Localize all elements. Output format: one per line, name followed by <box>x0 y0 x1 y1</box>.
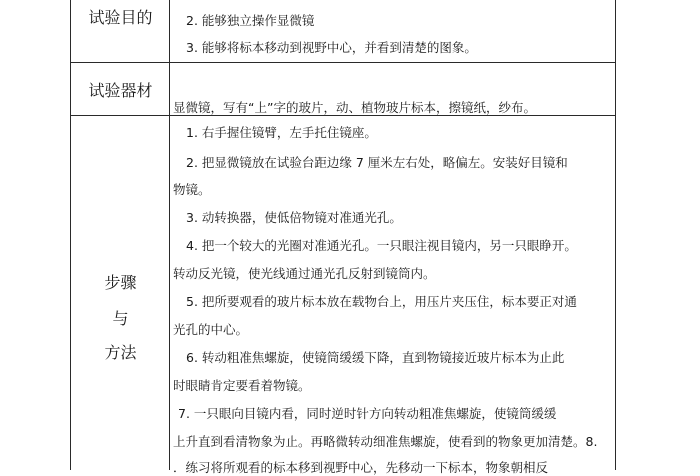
table-border-left <box>70 0 71 470</box>
step-line: 时眼睛肯定要看着物镜。 <box>173 378 311 393</box>
purpose-line-2: 2. 能够独立操作显微镜 <box>186 13 315 28</box>
table-divider-vertical <box>169 0 170 470</box>
step-line: 转动反光镜，使光线通过通光孔反射到镜筒内。 <box>173 266 436 281</box>
materials-label: 试验器材 <box>88 80 153 100</box>
step-line: 物镜。 <box>173 182 211 197</box>
step-line: 2. 把显微镜放在试验台距边缘 7 厘米左右处，略偏左。安装好目镜和 <box>186 155 568 170</box>
purpose-line-3: 3. 能够将标本移动到视野中心，并看到清楚的图象。 <box>186 40 477 55</box>
step-line: 3. 动转换器，使低倍物镜对准通光孔。 <box>186 210 402 225</box>
step-line: 光孔的中心。 <box>173 322 249 337</box>
steps-label-3: 方法 <box>104 343 137 362</box>
purpose-label: 试验目的 <box>88 7 153 27</box>
steps-label-2: 与 <box>112 309 129 328</box>
table-border-right <box>615 0 616 470</box>
step-line: 上升直到看清物象为止。再略微转动细准焦螺旋，使看到的物象更加清楚。8. <box>173 434 598 449</box>
step-line: 1. 右手握住镜臂，左手托住镜座。 <box>186 125 377 140</box>
steps-label-1: 步骤 <box>104 273 137 292</box>
materials-text: 显微镜，写有“上”字的玻片，动、植物玻片标本，擦镜纸，纱布。 <box>173 100 536 115</box>
step-line: 7. 一只眼向目镜内看，同时逆时针方向转动粗准焦螺旋，使镜筒缓缓 <box>178 406 557 421</box>
step-line: ．练习将所观看的标本移到视野中心，先移动一下标本，物象朝相反 <box>173 460 549 475</box>
step-line: 4. 把一个较大的光圈对准通光孔。一只眼注视目镜内，另一只眼睁开。 <box>186 238 577 253</box>
step-line: 5. 把所要观看的玻片标本放在载物台上，用压片夹压住，标本要正对通 <box>186 294 577 309</box>
step-line: 6. 转动粗准焦螺旋，使镜筒缓缓下降，直到物镜接近玻片标本为止此 <box>186 350 565 365</box>
